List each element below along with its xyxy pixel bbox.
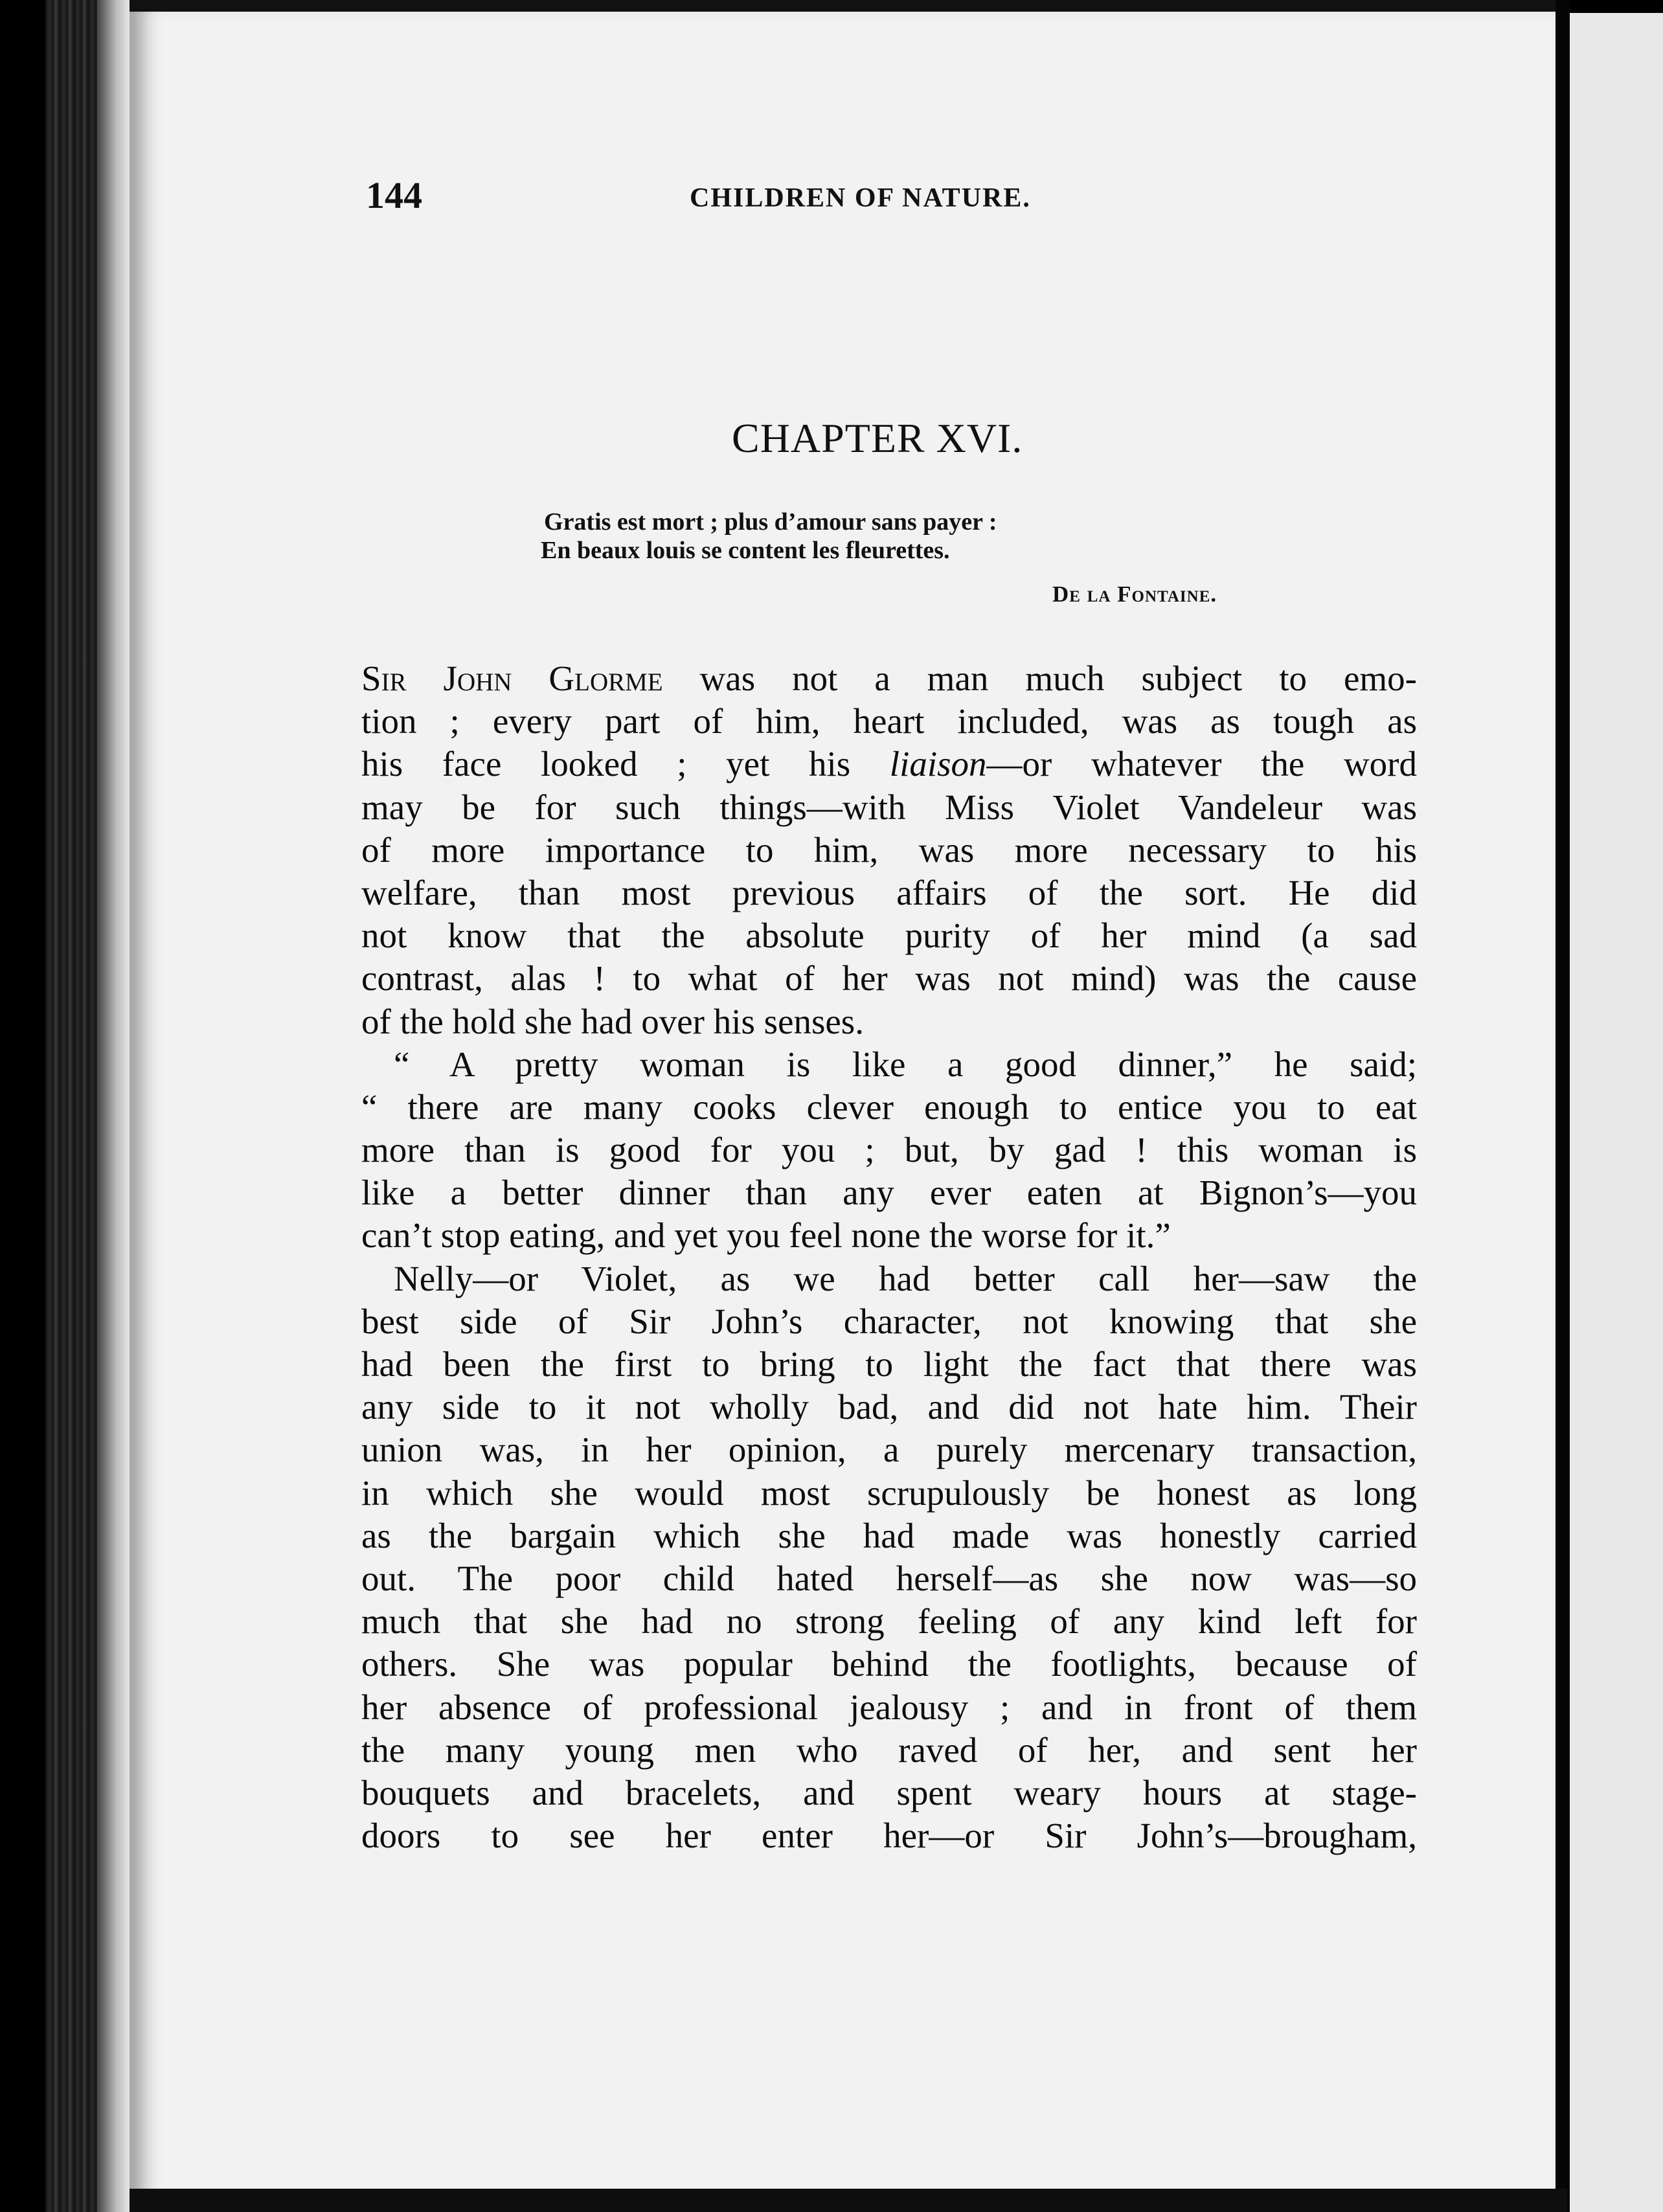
page-number: 144 [366, 174, 422, 216]
text-line: of more importance to him, was more necessary to his [361, 830, 1417, 870]
text-line: like a better dinner than any ever eaten at Bignon’s—you [361, 1173, 1417, 1213]
text-line: “ A pretty woman is like a good dinner,” he said; [394, 1044, 1417, 1084]
text-line: doors to see her enter her—or Sir John’s—brougham, [361, 1816, 1417, 1856]
text-line: as the bargain which she had made was honestly carried [361, 1515, 1417, 1555]
scan-top-border [130, 0, 1567, 12]
text-line: may be for such things—with Miss Violet Vandeleur was [361, 787, 1417, 827]
text-line: tion ; every part of him, heart included, was as tough as [361, 701, 1417, 741]
text-line: out. The poor child hated herself—as she now was—so [361, 1558, 1417, 1598]
text-line: “ there are many cooks clever enough to entice you to eat [361, 1087, 1417, 1127]
text-line: in which she would most scrupulously be honest as long [361, 1473, 1417, 1513]
text-line: the many young men who raved of her, and sent her [361, 1730, 1417, 1770]
text-line: bouquets and bracelets, and spent weary hours at stage- [361, 1772, 1417, 1812]
text-line: more than is good for you ; but, by gad ! this woman is [361, 1130, 1417, 1170]
page-edge-stack [97, 0, 130, 2212]
text-line: union was, in her opinion, a purely mercenary transaction, [361, 1430, 1417, 1470]
opening-words: Sir John Glorme [361, 659, 663, 698]
text-line: welfare, than most previous affairs of the sort. He did [361, 872, 1417, 912]
text-line: his face looked ; yet his liaison—or whatever the word [361, 744, 1417, 784]
epigraph [541, 508, 997, 565]
body-text [361, 657, 1417, 1857]
chapter-title: CHAPTER XVI. [732, 415, 1023, 461]
epigraph-line: Gratis est mort ; plus d’amour sans payer : [544, 508, 997, 536]
page-header [0, 174, 1663, 225]
italic-word: liaison [889, 744, 987, 784]
text-line: others. She was popular behind the footlights, because of [361, 1644, 1417, 1684]
text-line: best side of Sir John’s character, not knowing that she [361, 1301, 1417, 1341]
text-line: can’t stop eating, and yet you feel none the worse for it.” [361, 1215, 1171, 1256]
page-gutter [1556, 0, 1570, 2212]
text-line: Sir John Glorme was not a man much subject to emo- [361, 659, 1417, 698]
text-line: contrast, alas ! to what of her was not mind) was the cause [361, 958, 1417, 999]
scan-bottom-border [130, 2189, 1567, 2212]
text-line: of the hold she had over his senses. [361, 1001, 864, 1041]
facing-page-sliver [1570, 13, 1663, 2212]
running-head: CHILDREN OF NATURE. [690, 183, 1031, 213]
text-line: much that she had no strong feeling of any kind left for [361, 1601, 1417, 1642]
text-line: any side to it not wholly bad, and did not hate him. Their [361, 1387, 1417, 1427]
text-line: had been the first to bring to light the fact that there was [361, 1344, 1417, 1384]
text-line: not know that the absolute purity of her mind (a sad [361, 916, 1417, 956]
text-line: her absence of professional jealousy ; and in front of them [361, 1687, 1417, 1727]
epigraph-attribution: De la Fontaine. [1052, 581, 1217, 607]
epigraph-line: En beaux louis se content les fleurettes. [541, 537, 950, 564]
text-line: Nelly—or Violet, as we had better call her—saw the [394, 1258, 1417, 1298]
